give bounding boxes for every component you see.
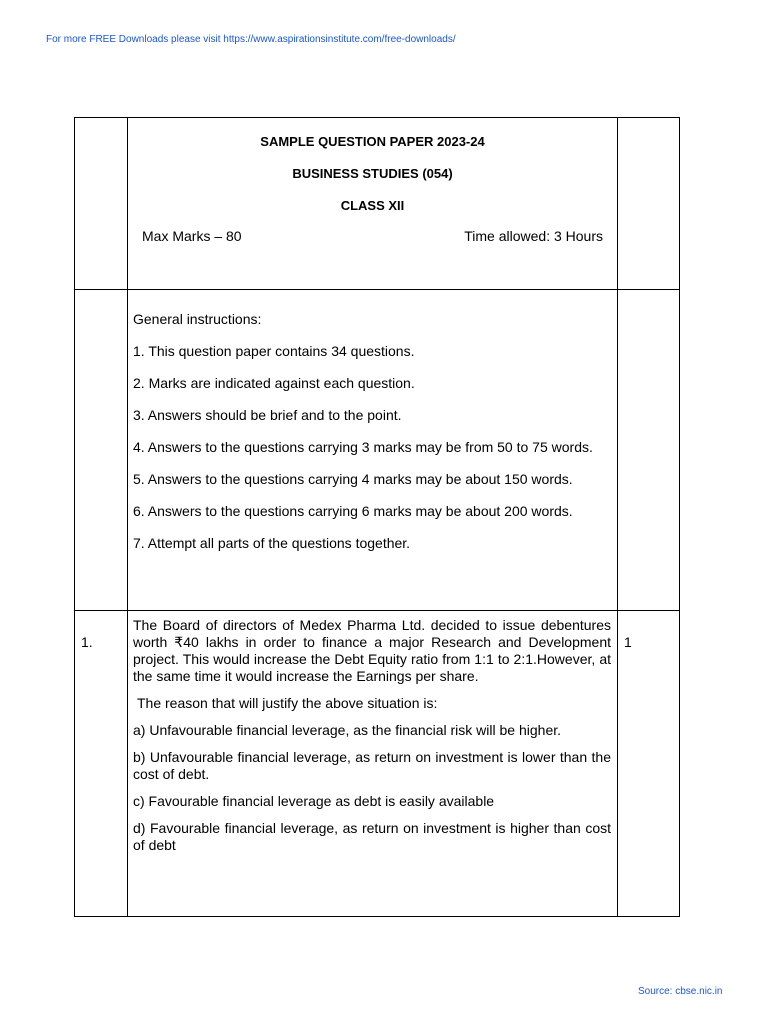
question-option: d) Favourable financial leverage, as return on investment is higher than cost of debt bbox=[133, 820, 611, 853]
question-option: c) Favourable financial leverage as debt is easily available bbox=[133, 793, 495, 809]
instruction-item: 6. Answers to the questions carrying 6 marks may be about 200 words. bbox=[133, 503, 573, 519]
question-option: b) Unfavourable financial leverage, as return on investment is lower than the cost of debt. bbox=[133, 749, 611, 782]
header-right-cell bbox=[618, 118, 680, 290]
question-body bbox=[128, 611, 618, 917]
marks-time-row bbox=[128, 228, 617, 244]
instruction-item: 7. Attempt all parts of the questions together. bbox=[133, 535, 411, 551]
question-row bbox=[75, 611, 680, 917]
instructions-left-cell bbox=[75, 290, 128, 611]
paper-subject: BUSINESS STUDIES (054) bbox=[292, 166, 453, 181]
time-allowed: Time allowed: 3 Hours bbox=[464, 228, 603, 244]
max-marks: Max Marks – 80 bbox=[142, 228, 242, 244]
question-option: a) Unfavourable financial leverage, as the financial risk will be higher. bbox=[133, 722, 562, 738]
instruction-item: 4. Answers to the questions carrying 3 marks may be from 50 to 75 words. bbox=[133, 439, 593, 455]
instructions-row bbox=[75, 290, 680, 611]
instructions-right-cell bbox=[618, 290, 680, 611]
question-paper-table bbox=[74, 117, 680, 917]
paper-title: SAMPLE QUESTION PAPER 2023-24 bbox=[260, 134, 485, 149]
instructions-heading: General instructions: bbox=[133, 311, 262, 327]
instruction-item: 5. Answers to the questions carrying 4 marks may be about 150 words. bbox=[133, 471, 573, 487]
header-left-cell bbox=[75, 118, 128, 290]
question-text: The Board of directors of Medex Pharma Ltd. decided to issue debentures worth ₹40 lakhs in order to finance a major Research and Development project. This would increase the Debt Equity ratio from 1:1 to 2:1.However, at the same time it would increase the Earnings per share. bbox=[133, 617, 611, 684]
paper-class: CLASS XII bbox=[340, 198, 405, 213]
general-instructions bbox=[128, 290, 618, 611]
source-credit: Source: cbse.nic.in bbox=[638, 986, 723, 997]
instruction-item: 1. This question paper contains 34 questions. bbox=[133, 343, 415, 359]
question-number: 1. bbox=[75, 611, 128, 917]
paper-header bbox=[128, 118, 618, 290]
question-prompt: The reason that will justify the above situation is: bbox=[137, 695, 438, 711]
instruction-item: 3. Answers should be brief and to the point. bbox=[133, 407, 402, 423]
instruction-item: 2. Marks are indicated against each question. bbox=[133, 375, 415, 391]
header-row bbox=[75, 118, 680, 290]
free-downloads-link[interactable]: For more FREE Downloads please visit https://www.aspirationsinstitute.com/free-downloads/ bbox=[46, 34, 456, 45]
question-marks: 1 bbox=[618, 611, 680, 917]
